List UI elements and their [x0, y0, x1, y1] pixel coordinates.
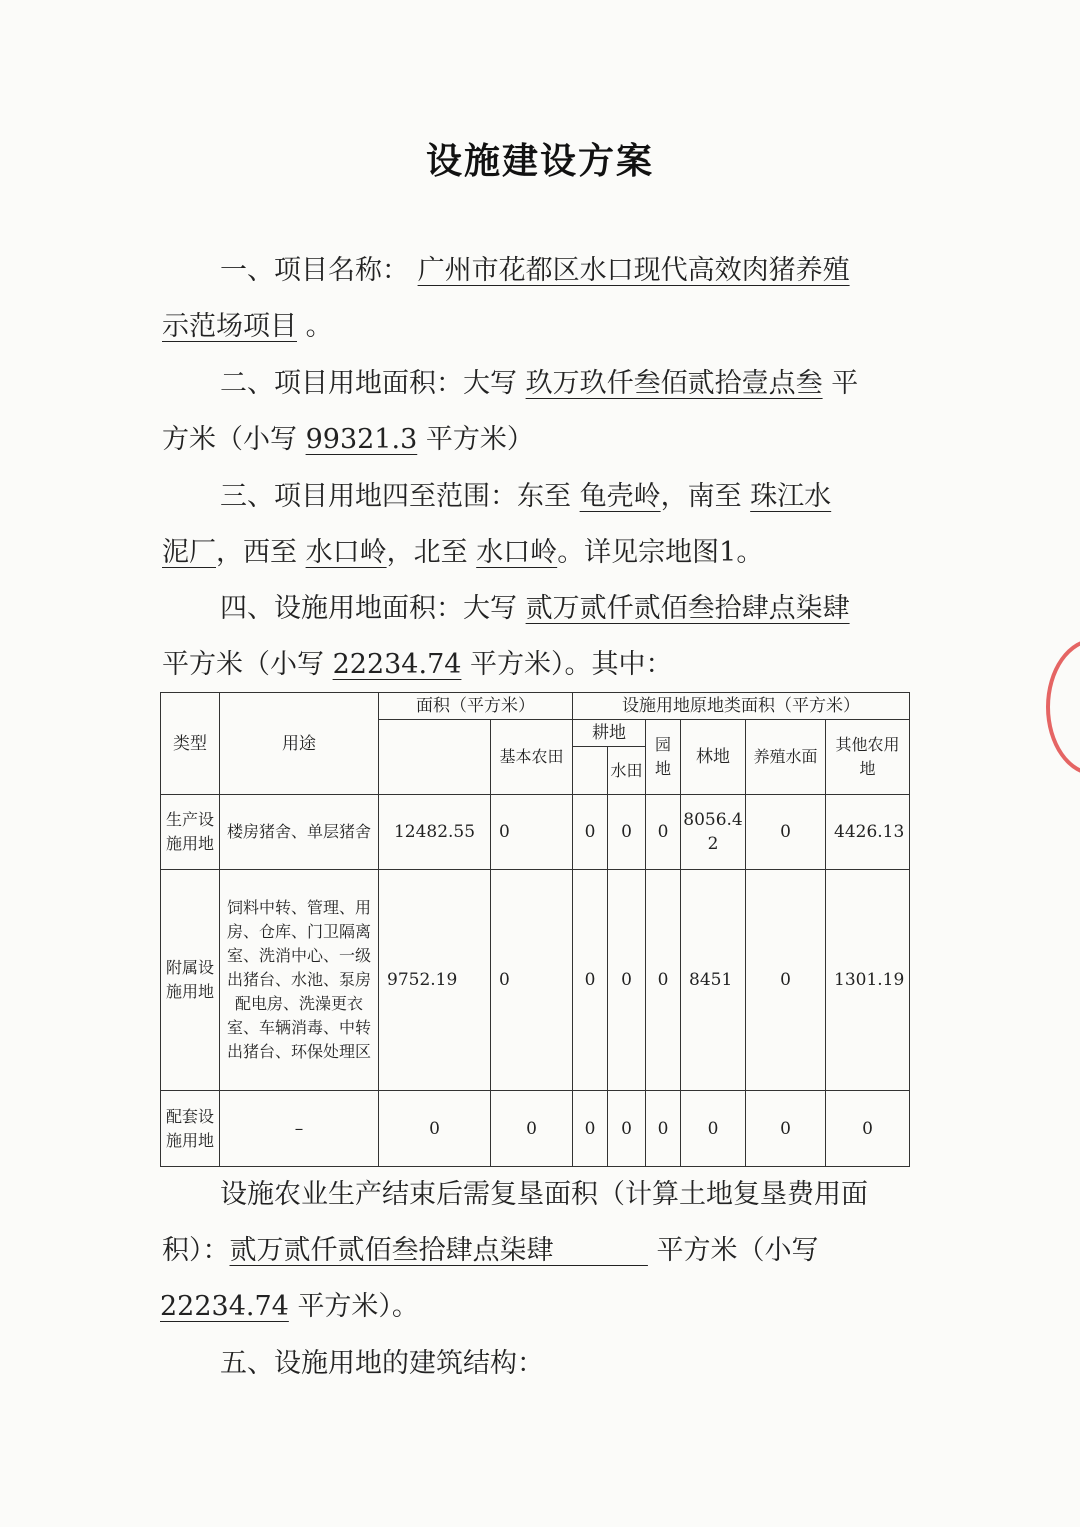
row-use: 楼房猪舍、单层猪舍 — [220, 795, 379, 870]
section-4-line-2: 平方米（小写 22234.74 平方米）。其中： — [162, 649, 673, 680]
row-aqua: 0 — [746, 870, 826, 1091]
row-other: 1301.19 — [826, 870, 910, 1091]
reclaim-line-1: 设施农业生产结束后需复垦面积（计算土地复垦费用面 — [220, 1179, 868, 1210]
row-area: 0 — [379, 1091, 491, 1167]
row-forest: 8056.42 — [681, 795, 746, 870]
row-aqua: 0 — [746, 795, 826, 870]
row-use: – — [220, 1091, 379, 1167]
boundary-west: 水口岭 — [305, 537, 387, 568]
section-2-line-2: 方米（小写 99321.3 平方米） — [162, 424, 534, 455]
row-paddy: 0 — [608, 795, 646, 870]
row-garden: 0 — [646, 870, 681, 1091]
boundary-south-1: 珠江水 — [750, 481, 832, 512]
row-basic: 0 — [491, 870, 573, 1091]
row-arable: 0 — [573, 870, 608, 1091]
row-use: 饲料中转、管理、用房、仓库、门卫隔离室、洗消中心、一级出猪台、水池、泵房配电房、洗澡更衣室、车辆消毒、中转出猪台、环保处理区 — [220, 870, 379, 1091]
red-seal-stamp — [1046, 638, 1080, 776]
section-5-heading: 五、设施用地的建筑结构： — [220, 1348, 544, 1379]
row-basic: 0 — [491, 795, 573, 870]
section-2-label: 二、项目用地面积：大写 — [220, 368, 517, 399]
reclaim-area-upper: 贰万贰仟贰佰叁拾肆点柒肆 — [229, 1235, 554, 1266]
header-paddy: 水田 — [608, 747, 646, 795]
row-arable: 0 — [573, 795, 608, 870]
facility-area-lower: 22234.74 — [332, 649, 462, 680]
row-garden: 0 — [646, 1091, 681, 1167]
row-type: 生产设施用地 — [161, 795, 220, 870]
header-forest: 林地 — [681, 720, 746, 795]
section-4-line-1 — [220, 591, 850, 627]
section-3-label: 三、项目用地四至范围：东至 — [220, 481, 571, 512]
section-1-label: 一、项目名称： — [220, 255, 409, 286]
facility-land-table — [160, 692, 910, 1167]
boundary-south-2: 泥厂 — [162, 537, 216, 568]
header-aquaculture: 养殖水面 — [746, 720, 826, 795]
row-other: 0 — [826, 1091, 910, 1167]
header-type: 类型 — [161, 693, 220, 795]
row-basic: 0 — [491, 1091, 573, 1167]
row-other: 4426.13 — [826, 795, 910, 870]
row-paddy: 0 — [608, 870, 646, 1091]
row-type: 附属设施用地 — [161, 870, 220, 1091]
header-area-blank — [379, 720, 491, 795]
row-aqua: 0 — [746, 1091, 826, 1167]
header-area: 面积（平方米） — [379, 693, 573, 720]
table-row — [161, 795, 910, 870]
reclaim-line-2: 积）：贰万贰仟贰佰叁拾肆点柒肆 平方米（小写 — [162, 1235, 819, 1266]
row-forest: 0 — [681, 1091, 746, 1167]
section-4-label: 四、设施用地面积：大写 — [220, 593, 517, 624]
row-type: 配套设施用地 — [161, 1091, 220, 1167]
section-3-line-1: 三、项目用地四至范围：东至 龟壳岭，南至 珠江水 — [220, 481, 832, 512]
facility-area-upper: 贰万贰仟贰佰叁拾肆点柒肆 — [525, 593, 850, 624]
row-garden: 0 — [646, 795, 681, 870]
land-area-lower: 99321.3 — [305, 424, 418, 455]
row-arable: 0 — [573, 1091, 608, 1167]
header-use: 用途 — [220, 693, 379, 795]
project-name-part2: 示范场项目 — [162, 311, 297, 342]
header-other-agri: 其他农用地 — [826, 720, 910, 795]
header-garden: 园地 — [646, 720, 681, 795]
section-1-line-1 — [220, 253, 850, 289]
header-basic-farmland: 基本农田 — [491, 720, 573, 795]
boundary-east: 龟壳岭 — [579, 481, 661, 512]
boundary-north: 水口岭 — [476, 537, 558, 568]
header-original-land: 设施用地原地类面积（平方米） — [573, 693, 910, 720]
row-paddy: 0 — [608, 1091, 646, 1167]
section-2-line-1: 二、项目用地面积：大写 玖万玖仟叁佰贰拾壹点叁 平 — [220, 368, 859, 399]
reclaim-area-lower: 22234.74 — [160, 1291, 289, 1322]
section-3-line-2: 泥厂，西至 水口岭，北至 水口岭。详见宗地图1。 — [162, 537, 764, 568]
section-1-line-2: 示范场项目 。 — [162, 311, 333, 342]
land-area-upper: 玖万玖仟叁佰贰拾壹点叁 — [525, 368, 823, 399]
row-area: 9752.19 — [379, 870, 491, 1091]
header-arable: 耕地 — [573, 720, 646, 747]
document-title: 设施建设方案 — [425, 141, 654, 182]
table-row — [161, 870, 910, 1091]
header-arable-blank — [573, 747, 608, 795]
project-name-part1: 广州市花都区水口现代高效肉猪养殖 — [417, 255, 850, 286]
reclaim-line-3: 22234.74 平方米）。 — [160, 1291, 419, 1322]
row-area: 12482.55 — [379, 795, 491, 870]
row-forest: 8451 — [681, 870, 746, 1091]
table-row — [161, 1091, 910, 1167]
